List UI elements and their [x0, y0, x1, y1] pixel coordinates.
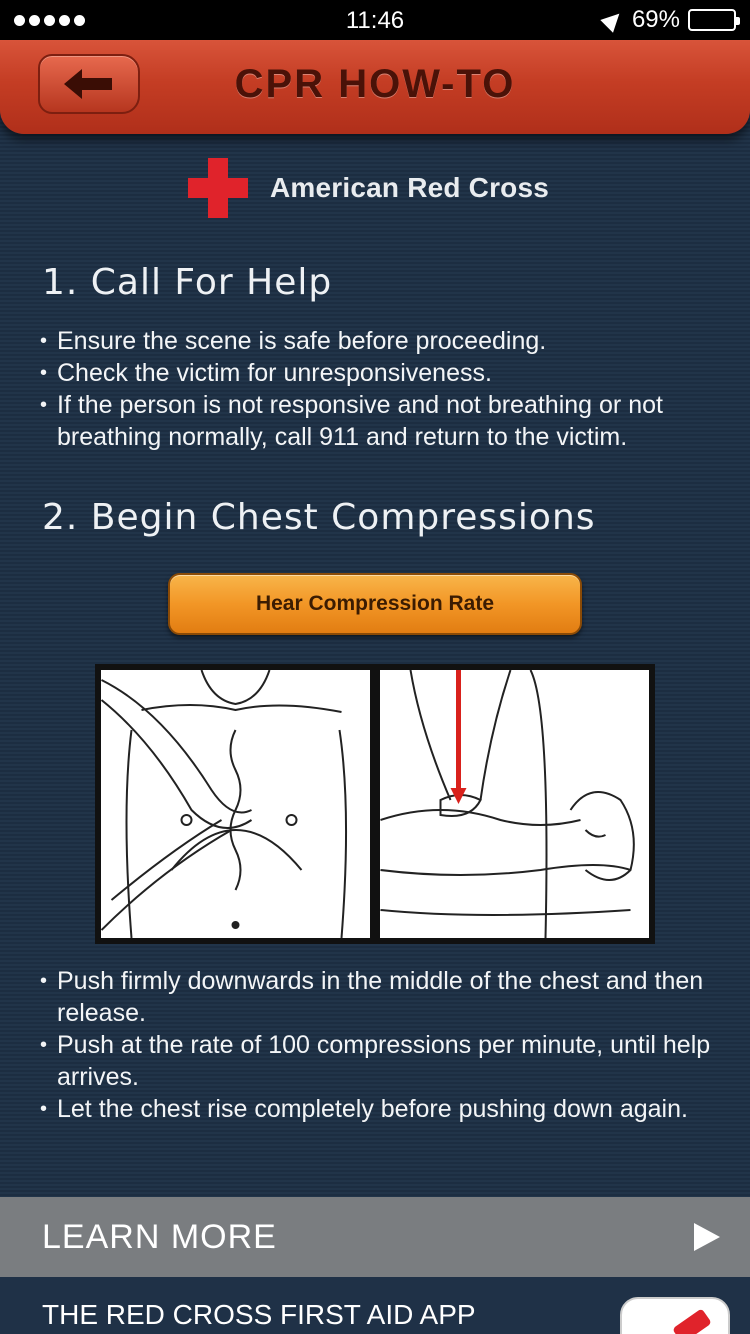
- nav-header: [0, 40, 750, 134]
- section-heading-chest-compressions: 2. Begin Chest Compressions: [42, 497, 596, 538]
- cpr-illustration: [95, 664, 655, 944]
- red-cross-logo: [188, 158, 549, 218]
- call-for-help-list: [40, 325, 740, 453]
- list-item: • Ensure the scene is safe before proceeding.: [40, 325, 740, 357]
- learn-more-label: LEARN MORE: [42, 1217, 277, 1256]
- status-bar: [0, 0, 750, 40]
- list-item: • If the person is not responsive and not breathing or not breathing normally, call 911 and return to the victim.: [40, 389, 740, 453]
- first-aid-app-promo[interactable]: [0, 1277, 750, 1334]
- play-icon: [694, 1223, 720, 1251]
- red-cross-icon: [188, 158, 248, 218]
- section-heading-call-for-help: 1. Call For Help: [42, 262, 333, 303]
- list-item: • Push at the rate of 100 compressions per minute, until help arrives.: [40, 1029, 740, 1093]
- learn-more-row[interactable]: [0, 1197, 750, 1277]
- list-item: • Check the victim for unresponsiveness.: [40, 357, 740, 389]
- battery-percent: 69%: [631, 6, 680, 33]
- compression-position-illustration: [380, 670, 649, 938]
- first-aid-app-label: THE RED CROSS FIRST AID APP: [42, 1299, 476, 1330]
- hear-compression-rate-button[interactable]: Hear Compression Rate: [168, 573, 582, 635]
- list-item: • Let the chest rise completely before pushing down again.: [40, 1093, 740, 1125]
- hand-placement-illustration: [101, 670, 370, 938]
- first-aid-app-icon[interactable]: [620, 1297, 730, 1334]
- bandage-icon: [672, 1308, 712, 1334]
- list-item: • Push firmly downwards in the middle of the chest and then release.: [40, 965, 740, 1029]
- chest-compressions-list: [40, 965, 740, 1125]
- status-time: 11:46: [345, 7, 405, 34]
- battery-icon: [688, 9, 736, 31]
- logo-text: American Red Cross: [270, 172, 550, 203]
- page-title: CPR HOW-TO: [234, 62, 516, 106]
